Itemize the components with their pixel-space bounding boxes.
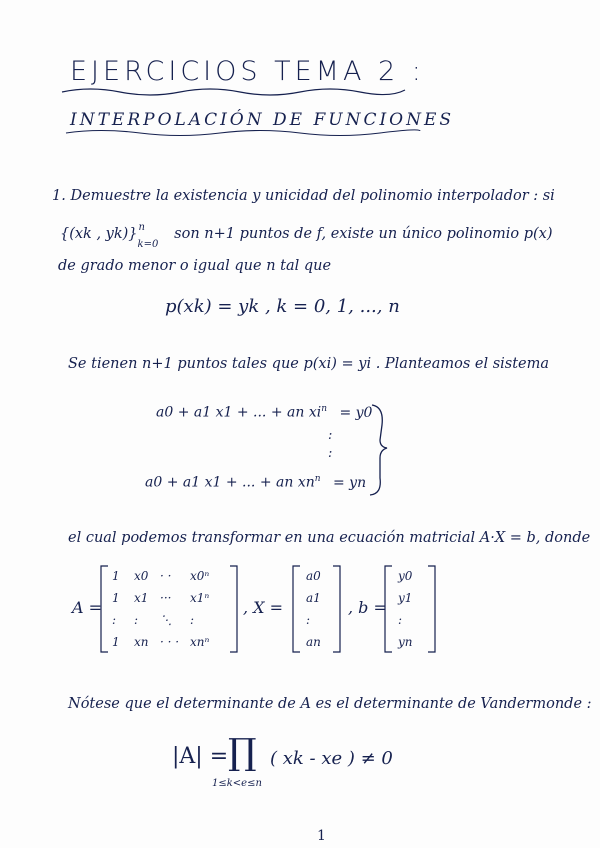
exercise-statement-line2 bbox=[60, 222, 553, 250]
matrix-a-cell: : bbox=[112, 613, 117, 627]
interpolation-condition: p(xk) = yk , k = 0, 1, ..., n bbox=[165, 296, 400, 317]
matrix-a-cell: xnⁿ bbox=[190, 635, 210, 649]
matrix-a bbox=[112, 568, 230, 650]
matrix-a-label: A = bbox=[72, 598, 103, 617]
matrix-a-cell: 1 bbox=[112, 569, 120, 583]
matrix-a-left-bracket bbox=[101, 566, 108, 652]
matrix-a-cell: x1ⁿ bbox=[190, 591, 210, 605]
exercise-statement-line3: de grado menor o igual que n tal que bbox=[58, 258, 332, 274]
vandermonde-note: Nótese que el determinante de A es el determinante de Vandermonde : bbox=[68, 696, 592, 712]
matrix-x bbox=[306, 568, 332, 650]
point-set: {(xk , yk)} bbox=[60, 226, 138, 242]
matrix-a-cell: ··· bbox=[160, 591, 172, 605]
matrix-b-cell: y0 bbox=[398, 569, 413, 583]
matrix-b-cell: y1 bbox=[398, 591, 413, 605]
matrix-a-right-bracket bbox=[230, 566, 237, 652]
matrix-b-label: , b = bbox=[348, 598, 387, 617]
determinant-lhs: |A| = bbox=[172, 744, 229, 769]
matrix-a-cell: x0 bbox=[134, 569, 149, 583]
matrix-a-cell: ⋱ bbox=[160, 613, 172, 627]
system-row-last-exp: n bbox=[314, 474, 321, 484]
matrix-a-cell: : bbox=[190, 613, 195, 627]
system-row-first-rhs: = y0 bbox=[339, 404, 373, 421]
system-row-last-lhs: a0 + a1 x1 + ... + an xn bbox=[145, 474, 315, 491]
system-row-last bbox=[145, 474, 366, 491]
matrix-b-cell: yn bbox=[398, 635, 413, 649]
matrix-x-right-bracket bbox=[333, 566, 340, 652]
system-dots-1: : bbox=[328, 428, 333, 443]
system-row-first bbox=[156, 404, 372, 421]
statement-line2-rest: son n+1 puntos de f, existe un único polinomio p(x) bbox=[174, 226, 553, 242]
system-brace bbox=[370, 405, 387, 495]
matrix-a-cell: · · bbox=[160, 569, 172, 583]
matrix-a-cell: x1 bbox=[134, 591, 149, 605]
system-row-last-rhs: = yn bbox=[332, 474, 367, 491]
product-range: 1≤k<e≤n bbox=[212, 778, 262, 789]
point-set-sup: n bbox=[138, 222, 145, 233]
matrix-x-cell: an bbox=[306, 635, 321, 649]
matrix-a-cell: : bbox=[134, 613, 139, 627]
matrix-a-cell: · · · bbox=[160, 635, 180, 649]
matrix-a-cell: xn bbox=[134, 635, 149, 649]
product-symbol: ∏ bbox=[228, 732, 257, 773]
exercise-statement-line1: 1. Demuestre la existencia y unicidad del polinomio interpolador : si bbox=[52, 188, 555, 204]
system-dots-2: : bbox=[328, 446, 333, 461]
solution-intro: Se tienen n+1 puntos tales que p(xi) = yi . Planteamos el sistema bbox=[68, 356, 550, 372]
page-title: EJERCICIOS TEMA 2 : bbox=[70, 56, 425, 87]
page-subtitle: INTERPOLACIÓN DE FUNCIONES bbox=[70, 110, 455, 130]
matrix-a-cell: 1 bbox=[112, 635, 120, 649]
matrix-a-cell: x0ⁿ bbox=[190, 569, 210, 583]
determinant-factor: ( xk - xe ) ≠ 0 bbox=[270, 748, 393, 769]
matrix-b-right-bracket bbox=[428, 566, 435, 652]
system-row-first-lhs: a0 + a1 x1 + ... + an xi bbox=[156, 404, 322, 421]
matrix-x-cell: a0 bbox=[306, 569, 321, 583]
page-number: 1 bbox=[317, 828, 326, 844]
point-set-sub: k=0 bbox=[137, 239, 159, 250]
title-underline bbox=[62, 89, 405, 95]
matrix-a-cell: 1 bbox=[112, 591, 120, 605]
matrix-x-cell: : bbox=[306, 613, 311, 627]
matrix-x-cell: a1 bbox=[306, 591, 321, 605]
matrix-x-left-bracket bbox=[293, 566, 300, 652]
subtitle-underline bbox=[66, 130, 420, 136]
matrix-x-label: , X = bbox=[243, 598, 284, 617]
system-row-first-exp: n bbox=[321, 404, 327, 414]
matrix-b-cell: : bbox=[398, 613, 403, 627]
matrix-transform-text: el cual podemos transformar en una ecuación matricial A·X = b, donde bbox=[68, 530, 591, 546]
matrix-b bbox=[398, 568, 426, 650]
